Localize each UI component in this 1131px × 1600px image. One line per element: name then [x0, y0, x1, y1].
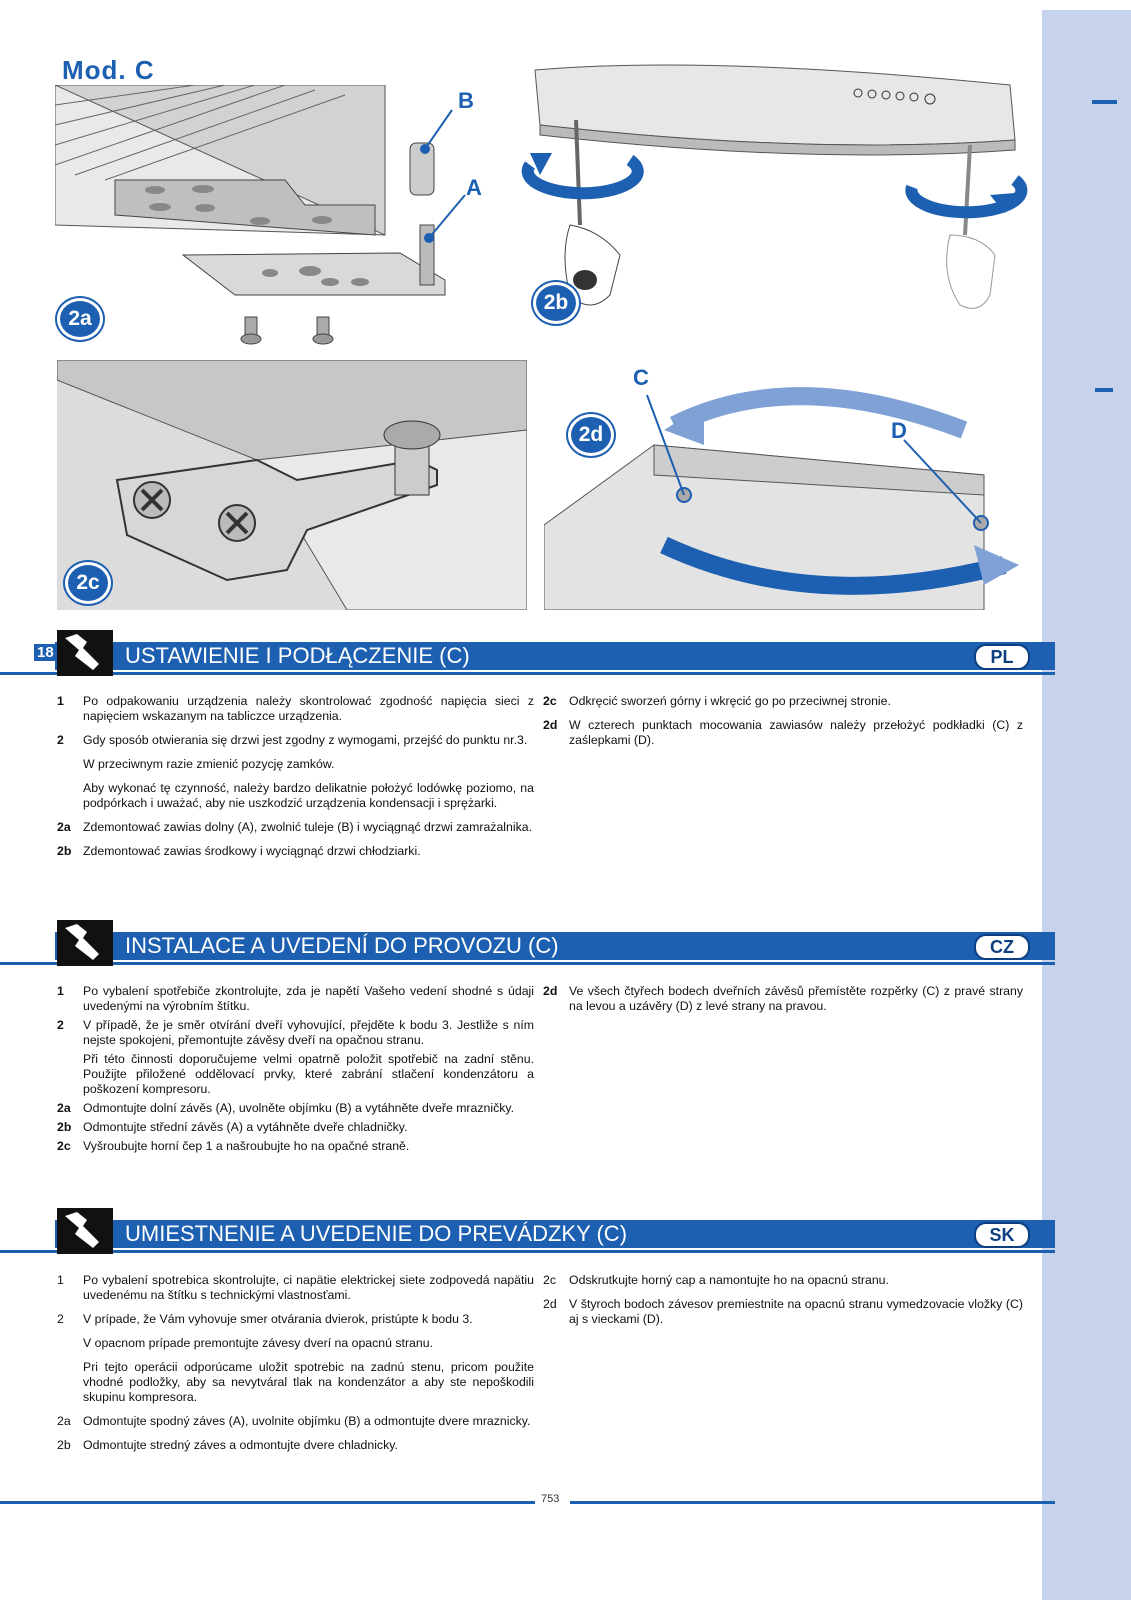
- figure-label-2d: 2d: [568, 414, 614, 456]
- list-item: 2d Ve všech čtyřech bodech dveřních závěsů přemístěte rozpěrky (C) z pravé strany na levou a uzávěry (D) z levé strany na pravou.: [543, 984, 1023, 1013]
- list-item: 2 V prípade, že Vám vyhovuje smer otvárania dvierok, pristúpte k bodu 3.: [57, 1312, 473, 1326]
- side-tick-mark: [1092, 100, 1117, 104]
- section-underline: [0, 962, 1055, 965]
- section-header-sk: [0, 1216, 1061, 1252]
- figure-2b-top-pin: [510, 55, 1030, 345]
- side-color-strip: [1042, 10, 1131, 1600]
- letter-c: C: [633, 365, 649, 390]
- language-badge: CZ: [974, 934, 1030, 960]
- list-item: 2 V případě, že je směr otvírání dveří vyhovující, přejděte k bodu 3. Jestliže s ním nejste spokojeni, přemontujte závěsy dveří na opačnou stranu.: [57, 1018, 534, 1047]
- side-tick-mark: [1095, 388, 1113, 392]
- list-item: 2a Odmontujte dolní závěs (A), uvolněte objímku (B) a vytáhněte dveře mrazničky.: [57, 1101, 515, 1115]
- section-title: INSTALACE A UVEDENÍ DO PROVOZU (C): [125, 933, 559, 958]
- section-header-cz: [0, 928, 1061, 964]
- list-item: 2c Odkręcić sworzeń górny i wkręcić go po przeciwnej stronie.: [543, 694, 891, 708]
- section-header-pl: [0, 638, 1061, 674]
- sk-left-column: [57, 1273, 534, 1462]
- list-item: 2d W czterech punktach mocowania zawiasów należy przełożyć podkładki (C) z zaślepkami (D).: [543, 718, 1023, 747]
- paragraph: V opacnom prípade premontujte závesy dverí na opacnú stranu.: [83, 1336, 433, 1350]
- list-item: 2d V štyroch bodoch závesov premiestnite na opacnú stranu vymedzovacie vložky (C) aj s vieckami (D).: [543, 1297, 1023, 1326]
- figure-label-2a: 2a: [57, 298, 103, 340]
- cz-right-column: [543, 984, 1023, 1023]
- wrench-icon: [57, 630, 113, 676]
- sk-right-column: [543, 1273, 1023, 1336]
- paragraph: Pri tejto operácii odporúcame uložit spotrebic na zadnú stenu, pricom použite vhodné podložky, aby sa nevytváral tlak na kondenzátor a aby ste nepoškodili skupinu kompresora.: [83, 1360, 534, 1404]
- footer-page-number: 753: [541, 1493, 560, 1505]
- cz-left-column: [57, 984, 534, 1158]
- list-item: 2a Odmontujte spodný záves (A), uvolnite objímku (B) a odmontujte dvere mraznicky.: [57, 1414, 531, 1428]
- section-underline: [0, 1250, 1055, 1253]
- figure-2c-middle-hinge: [57, 360, 527, 610]
- list-item: 2c Odskrutkujte horný cap a namontujte ho na opacnú stranu.: [543, 1273, 889, 1287]
- wrench-icon: [57, 1208, 113, 1254]
- paragraph: W przeciwnym razie zmienić pozycję zamków.: [83, 757, 335, 771]
- list-item: 1 Po odpakowaniu urządzenia należy skontrolować zgodność napięcia sieci z napięciem wskazanym na tabliczce urządzenia.: [57, 694, 534, 723]
- paragraph: Aby wykonać tę czynność, należy bardzo delikatnie położyć lodówkę poziomo, na podpórkach i uważać, aby nie uszkodzić urządzenia kondensacji i sprężarki.: [83, 781, 534, 810]
- list-item: 1 Po vybalení spotřebiče zkontrolujte, zda je napětí Vašeho vedení shodné s údaji uvedenými na výrobním štítku.: [57, 984, 534, 1013]
- language-badge: PL: [974, 644, 1030, 670]
- list-item: 2b Odmontujte stredný záves a odmontujte dvere chladnicky.: [57, 1438, 398, 1452]
- letter-a: A: [466, 175, 482, 200]
- list-item: 1 Po vybalení spotrebica skontrolujte, ci napätie elektrickej siete zodpovedá napätiu uvedenému na štítku s technickými vlastnosťami.: [57, 1273, 534, 1302]
- list-item: 2b Zdemontować zawias środkowy i wyciągnąć drzwi chłodziarki.: [57, 844, 421, 858]
- figure-label-2b: 2b: [533, 282, 579, 324]
- figure-2d-washers-caps: [544, 385, 1024, 610]
- section-underline: [0, 672, 1055, 675]
- model-title: Mod. C: [62, 55, 155, 85]
- wrench-icon: [57, 920, 113, 966]
- pl-left-column: [57, 694, 534, 868]
- list-item: 2a Zdemontować zawias dolny (A), zwolnić tuleje (B) i wyciągnąć drzwi zamrażalnika.: [57, 820, 532, 834]
- paragraph: Při této činnosti doporučujeme velmi opatrně položit spotřebič na zadní stěnu. Použijte přiložené oddělovací prvky, které zabrání stlačení kondenzátoru a poškození kompresoru.: [83, 1052, 534, 1096]
- figure-label-2c: 2c: [65, 562, 111, 604]
- section-title: UMIESTNENIE A UVEDENIE DO PREVÁDZKY (C): [125, 1221, 628, 1246]
- figure-2a-hinge-removal: [55, 85, 485, 360]
- letter-d: D: [891, 418, 907, 443]
- list-item: 2 Gdy sposób otwierania się drzwi jest zgodny z wymogami, przejść do punktu nr.3.: [57, 733, 528, 747]
- list-item: 2b Odmontujte střední závěs (A) a vytáhněte dveře chladničky.: [57, 1120, 408, 1134]
- footer-rule-right: [570, 1501, 1055, 1504]
- page-number: 18: [34, 644, 57, 661]
- section-title: USTAWIENIE I PODŁĄCZENIE (C): [125, 643, 470, 668]
- language-badge: SK: [974, 1222, 1030, 1248]
- footer-rule-left: [0, 1501, 535, 1504]
- list-item: 2c Vyšroubujte horní čep 1 a našroubujte ho na opačné straně.: [57, 1139, 410, 1153]
- letter-b: B: [458, 88, 474, 113]
- pl-right-column: [543, 694, 1023, 757]
